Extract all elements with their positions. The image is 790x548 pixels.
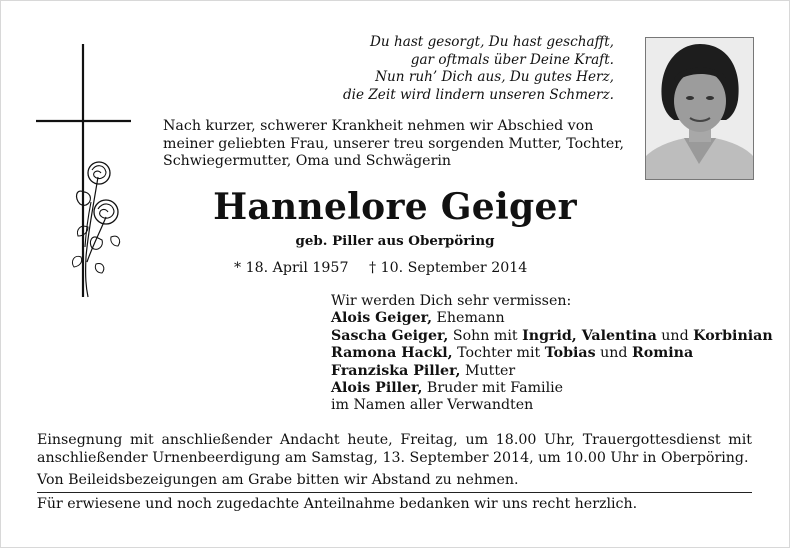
mourner-relation: Bruder mit Familie xyxy=(422,380,564,397)
intro-line: meiner geliebten Frau, unserer treu sorgenden Mutter, Tochter, xyxy=(163,135,625,152)
mourner-name: Ramona Hackl, xyxy=(331,345,453,362)
ceremony-line: Einsegnung mit anschließender Andacht heute, Freitag, um 18.00 Uhr, Trauergottesdienst mit xyxy=(37,432,752,448)
birth-date: * 18. April 1957 xyxy=(234,260,349,276)
cross-with-roses-icon xyxy=(36,42,136,312)
divider xyxy=(37,492,752,493)
mourner-line xyxy=(331,380,773,397)
mourner-line xyxy=(331,310,773,327)
mourner-name: Alois Geiger, xyxy=(331,310,433,327)
mourner-line xyxy=(331,328,773,345)
mourner-relation: und xyxy=(595,345,633,362)
mourner-line xyxy=(331,345,773,362)
ceremony-line: anschließender Urnenbeerdigung am Samstag, 13. September 2014, um 10.00 Uhr in Oberpöring. xyxy=(37,449,749,466)
mourner-name: Alois Piller, xyxy=(331,380,423,397)
poem-line: Nun ruh’ Dich aus, Du gutes Herz, xyxy=(375,69,614,85)
death-date: † 10. September 2014 xyxy=(369,260,528,276)
intro-line: Nach kurzer, schwerer Krankheit nehmen wir Abschied von xyxy=(163,118,594,134)
thanks-note: Für erwiesene und noch zugedachte Anteilnahme bedanken wir uns recht herzlich. xyxy=(37,496,638,512)
mourner-name: Franziska Piller, xyxy=(331,362,461,379)
portrait-photo xyxy=(645,37,754,180)
poem-line: die Zeit wird lindern unseren Schmerz. xyxy=(342,86,614,103)
mourner-name: Ingrid, xyxy=(522,327,577,344)
mourner-line xyxy=(331,363,773,380)
poem-line: Du hast gesorgt, Du hast geschafft, xyxy=(369,34,614,50)
mourner-relation: Mutter xyxy=(460,362,516,379)
intro-text xyxy=(163,118,625,171)
mourner-name: Korbinian xyxy=(693,327,773,344)
poem xyxy=(343,34,614,104)
mourner-relation: Tochter mit xyxy=(452,345,545,362)
mourners-list xyxy=(331,293,773,415)
condolence-note: Von Beileidsbezeigungen am Grabe bitten wir Abstand zu nehmen. xyxy=(37,472,519,488)
mourner-relation: Sohn mit xyxy=(448,327,523,344)
deceased-name: Hannelore Geiger xyxy=(213,186,577,228)
mourner-relation: und xyxy=(656,327,694,344)
mourners-intro: Wir werden Dich sehr vermissen: xyxy=(331,293,572,309)
mourner-name: Sascha Geiger, xyxy=(331,327,449,344)
maiden-name: geb. Piller aus Oberpöring xyxy=(295,233,495,249)
mourner-name: Romina xyxy=(632,345,694,362)
mourner-relation: Ehemann xyxy=(432,310,505,327)
mourner-name: Valentina xyxy=(576,327,657,344)
mourner-name: Tobias xyxy=(544,345,596,362)
ceremony-info xyxy=(37,432,752,467)
poem-line: gar oftmals über Deine Kraft. xyxy=(410,51,614,68)
intro-line: Schwiegermutter, Oma und Schwägerin xyxy=(163,153,452,169)
mourners-closing: im Namen aller Verwandten xyxy=(331,397,534,414)
